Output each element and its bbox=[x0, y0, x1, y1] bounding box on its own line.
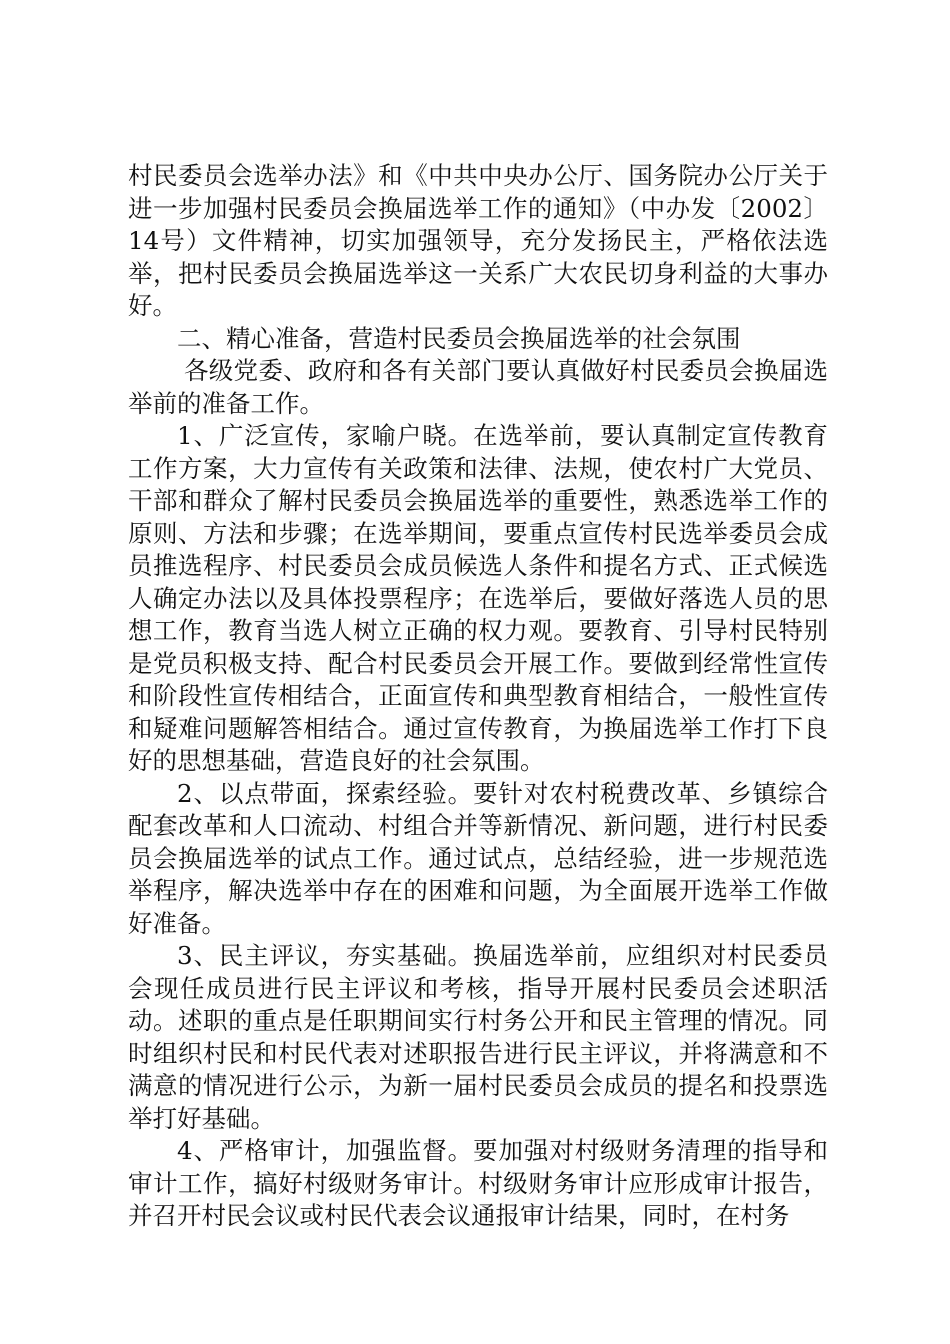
section-heading: 二、精心准备，营造村民委员会换届选举的社会氛围 bbox=[177, 323, 741, 353]
document-body bbox=[128, 160, 828, 1233]
paragraph-intro: 各级党委、政府和各有关部门要认真做好村民委员会换届选举前的准备工作。 bbox=[128, 356, 828, 418]
paragraph-continuation: 村民委员会选举办法》和《中共中央办公厅、国务院办公厅关于进一步加强村民委员会换届选举工作的通知》（中办发〔2002〕14号）文件精神，切实加强领导，充分发扬民主，严格依法选举，把村民委员会换届选举这一关系广大农民切身利益的大事办好。 bbox=[128, 161, 828, 320]
paragraph-item-2: 2、以点带面，探索经验。要针对农村税费改革、乡镇综合配套改革和人口流动、村组合并等新情况、新问题，进行村民委员会换届选举的试点工作。通过试点，总结经验，进一步规范选举程序，解决选举中存在的困难和问题，为全面展开选举工作做好准备。 bbox=[128, 778, 828, 938]
paragraph-item-4: 4、严格审计，加强监督。要加强对村级财务清理的指导和审计工作，搞好村级财务审计。村级财务审计应形成审计报告，并召开村民会议或村民代表会议通报审计结果，同时，在村务 bbox=[128, 1136, 828, 1230]
paragraph-item-3: 3、民主评议，夯实基础。换届选举前，应组织对村民委员会现任成员进行民主评议和考核，指导开展村民委员会述职活动。述职的重点是任职期间实行村务公开和民主管理的情况。同时组织村民和村民代表对述职报告进行民主评议，并将满意和不满意的情况进行公示，为新一届村民委员会成员的提名和投票选举打好基础。 bbox=[128, 941, 828, 1133]
paragraph-item-1: 1、广泛宣传，家喻户晓。在选举前，要认真制定宣传教育工作方案，大力宣传有关政策和法律、法规，使农村广大党员、干部和群众了解村民委员会换届选举的重要性，熟悉选举工作的原则、方法和步骤；在选举期间，要重点宣传村民选举委员会成员推选程序、村民委员会成员候选人条件和提名方式、正式候选人确定办法以及具体投票程序；在选举后，要做好落选人员的思想工作，教育当选人树立正确的权力观。要教育、引导村民特别是党员积极支持、配合村民委员会开展工作。要做到经常性宣传和阶段性宣传相结合，正面宣传和典型教育相结合，一般性宣传和疑难问题解答相结合。通过宣传教育，为换届选举工作打下良好的思想基础，营造良好的社会氛围。 bbox=[128, 421, 828, 775]
